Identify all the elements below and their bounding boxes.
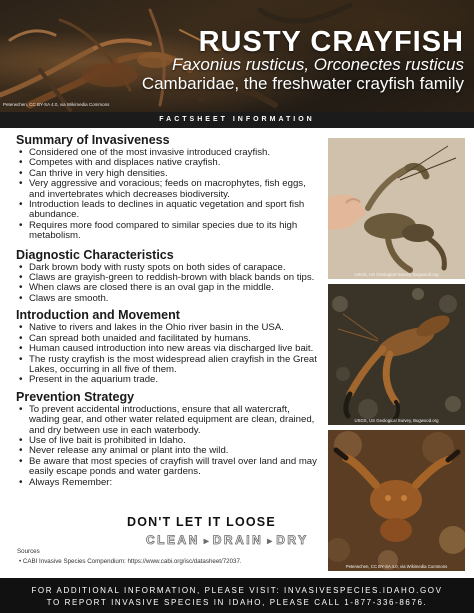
list-item: • To prevent accidental introductions, ensure that all watercraft, wading gear, and other water related equipment are clean, drained, and dry between use in each waterbody. xyxy=(18,405,322,436)
photo-credit: USGS, US Geological Survey, Bugwood.org xyxy=(354,272,439,277)
photo-crayfish-rocks xyxy=(328,430,465,571)
fact-list xyxy=(18,323,322,385)
photo-crayfish-gravel xyxy=(328,284,465,425)
list-item: • Considered one of the most invasive introduced crayfish. xyxy=(18,148,322,158)
list-item: • Native to rivers and lakes in the Ohio river basin in the USA. xyxy=(18,323,322,333)
crayfish-held-image xyxy=(328,138,465,279)
fact-list xyxy=(18,263,322,305)
section-heading: Diagnostic Characteristics xyxy=(16,247,174,262)
source-link[interactable]: CABI Invasive Species Compendium: https://www.cabi.org/isc/datasheet/72037. xyxy=(22,558,242,565)
list-item: • The rusty crayfish is the most widespread alien crayfish in the Great Lakes, occurring in all five of them. xyxy=(18,355,322,376)
section-prevention xyxy=(16,390,322,488)
list-item: • Dark brown body with rusty spots on both sides of carapace. xyxy=(18,263,322,273)
section-heading: Summary of Invasiveness xyxy=(16,133,170,147)
section-diagnostic xyxy=(16,248,322,305)
photo-credit: Peterwchen, CC BY-SA 4.0, via Wikimedia Commons xyxy=(345,564,448,569)
slogan-clean-drain-dry xyxy=(146,533,309,547)
footer-report-line[interactable]: TO REPORT INVASIVE SPECIES IN IDAHO, PLEASE CALL 1-877-336-8676. xyxy=(46,598,428,607)
list-item: • Can spread both unaided and facilitated by humans. xyxy=(18,334,322,344)
slogan-drain: DRAIN xyxy=(212,533,264,547)
list-item: • Claws are smooth. xyxy=(18,294,322,304)
arrow-right-icon: ► xyxy=(265,536,275,546)
list-item: • Human caused introduction into new areas via discharged live bait. xyxy=(18,344,322,354)
banner-image-credit: Peterwchen, CC BY-SA 4.0, via Wikimedia Commons xyxy=(3,102,110,107)
list-item: • Use of live bait is prohibited in Idaho. xyxy=(18,436,322,446)
list-item: • Requires more food compared to similar species due to its high metabolism. xyxy=(18,221,322,242)
scientific-name: Faxonius rusticus, Orconectes rusticus xyxy=(172,55,464,74)
list-item: • Very aggressive and voracious; feeds on macrophytes, fish eggs, and invertebrates which decreases biodiversity. xyxy=(18,179,322,200)
list-item: • When claws are closed there is an oval gap in the middle. xyxy=(18,283,322,293)
section-heading: Prevention Strategy xyxy=(16,389,135,404)
section-summary xyxy=(16,133,322,242)
photo-credit: USGS, US Geological Survey, Bugwood.org xyxy=(354,418,439,423)
family-name: Cambaridae, the freshwater crayfish family xyxy=(141,74,464,93)
list-item: • Never release any animal or plant into the wild. xyxy=(18,446,322,456)
section-heading: Introduction and Movement xyxy=(16,308,180,323)
header-banner xyxy=(0,0,474,112)
main-content xyxy=(16,133,322,492)
source-item: • CABI Invasive Species Compendium: https://www.cabi.org/isc/datasheet/72037. xyxy=(19,558,242,565)
slogan-dont-let-it-loose: DON'T LET IT LOOSE xyxy=(127,515,276,529)
arrow-right-icon: ► xyxy=(201,536,211,546)
list-item: • Claws are grayish-green to reddish-brown with black bands on tips. xyxy=(18,273,322,283)
list-item: • Be aware that most species of crayfish will travel over land and may easily escape ponds and water gardens. xyxy=(18,457,322,478)
list-item: • Can thrive in very high densities. xyxy=(18,169,322,179)
sources-label: Sources xyxy=(17,548,40,555)
footer-website-line[interactable]: FOR ADDITIONAL INFORMATION, PLEASE VISIT: INVASIVESPECIES.IDAHO.GOV xyxy=(31,586,443,595)
photo-crayfish-held xyxy=(328,138,465,279)
crayfish-rocks-image xyxy=(328,430,465,571)
footer xyxy=(0,578,474,613)
fact-list xyxy=(18,148,322,242)
list-item: • Present in the aquarium trade. xyxy=(18,375,322,385)
fact-list xyxy=(18,405,322,488)
page-title: RUSTY CRAYFISH xyxy=(198,26,464,58)
list-item: • Introduction leads to declines in aquatic vegetation and sport fish abundance. xyxy=(18,200,322,221)
slogan-clean: CLEAN xyxy=(146,533,200,547)
factsheet-bar: FACTSHEET INFORMATION xyxy=(0,112,474,128)
list-item: • Competes with and displaces native crayfish. xyxy=(18,158,322,168)
section-introduction xyxy=(16,308,322,385)
slogan-dry: DRY xyxy=(276,533,309,547)
crayfish-gravel-image xyxy=(328,284,465,425)
list-item: • Always Remember: xyxy=(18,478,322,488)
